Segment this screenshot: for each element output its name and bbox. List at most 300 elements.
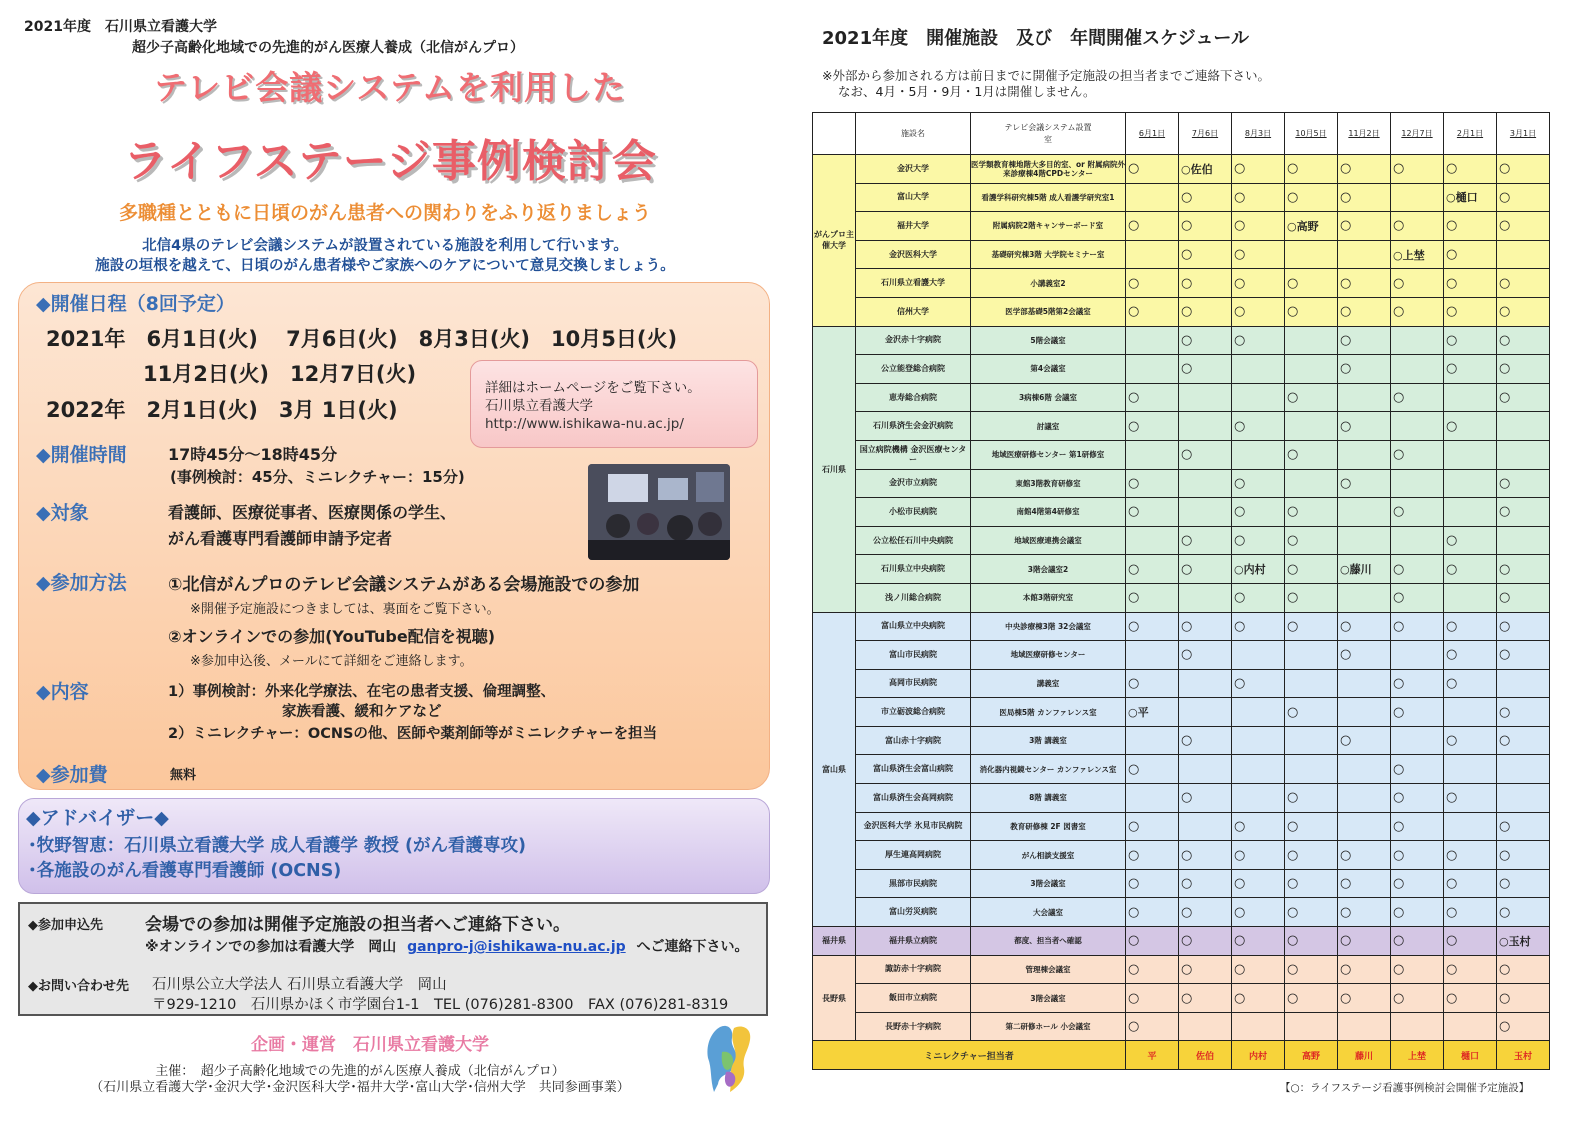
room-name: 討議室 bbox=[971, 412, 1126, 441]
group-label: 石川県 bbox=[813, 326, 856, 612]
room-name: 中央診療棟3階 32会議室 bbox=[971, 612, 1126, 641]
schedule-mark: ○ bbox=[1391, 927, 1444, 956]
schedule-mark: ○ bbox=[1232, 269, 1285, 298]
schedule-mark: ○ bbox=[1444, 641, 1497, 670]
apply-text: 会場での参加は開催予定施設の担当者へご連絡下さい。 bbox=[145, 915, 570, 935]
schedule-row bbox=[813, 440, 1550, 469]
schedule-mark: ○ bbox=[1179, 269, 1232, 298]
schedule-mark: ○ bbox=[1126, 812, 1179, 841]
schedule-mark: ○ bbox=[1285, 955, 1338, 984]
schedule-row bbox=[813, 669, 1550, 698]
schedule-mark: ○ bbox=[1391, 869, 1444, 898]
schedule-mark bbox=[1391, 355, 1444, 384]
schedule-mark: ○ bbox=[1391, 669, 1444, 698]
schedule-mark: ○ bbox=[1179, 612, 1232, 641]
schedule-mark: ○ bbox=[1391, 269, 1444, 298]
schedule-mark: ○ bbox=[1444, 869, 1497, 898]
schedule-mark: ○ bbox=[1338, 355, 1391, 384]
schedule-mark: ○平 bbox=[1126, 698, 1179, 727]
schedule-mark: ○ bbox=[1497, 955, 1550, 984]
schedule-row bbox=[813, 555, 1550, 584]
schedule-mark: ○ bbox=[1497, 183, 1550, 212]
schedule-mark: ○ bbox=[1285, 555, 1338, 584]
schedule-mark bbox=[1179, 1012, 1232, 1041]
room-name: 3階会議室 bbox=[971, 869, 1126, 898]
schedule-mark: ○ bbox=[1444, 240, 1497, 269]
schedule-mark: ○ bbox=[1497, 355, 1550, 384]
schedule-mark: ○ bbox=[1497, 383, 1550, 412]
schedule-row bbox=[813, 784, 1550, 813]
schedule-mark: ○ bbox=[1232, 469, 1285, 498]
schedule-mark: ○ bbox=[1126, 297, 1179, 326]
schedule-mark bbox=[1338, 440, 1391, 469]
lecturer-name: 藤川 bbox=[1338, 1041, 1391, 1070]
apply-online bbox=[145, 936, 749, 956]
content-heading: ◆内容 bbox=[36, 681, 89, 703]
group-label: 富山県 bbox=[813, 612, 856, 927]
schedule-mark: ○ bbox=[1391, 212, 1444, 241]
schedule-mark: ○ bbox=[1444, 155, 1497, 184]
schedule-mark: ○ bbox=[1391, 755, 1444, 784]
schedule-mark: ○ bbox=[1179, 240, 1232, 269]
schedule-mark: ○ bbox=[1126, 927, 1179, 956]
room-name: 8階 講義室 bbox=[971, 784, 1126, 813]
schedule-mark: ○上埜 bbox=[1391, 240, 1444, 269]
content-1: 1）事例検討：外来化学療法、在宅の患者支援、倫理調整、 bbox=[168, 684, 556, 700]
schedule-mark: ○ bbox=[1285, 269, 1338, 298]
group-label: 長野県 bbox=[813, 955, 856, 1041]
header-date: 6月1日 bbox=[1126, 113, 1179, 155]
schedule-mark bbox=[1179, 412, 1232, 441]
advisor-heading: ◆アドバイザー◆ bbox=[26, 807, 169, 829]
room-name: 地域医療研修センター bbox=[971, 641, 1126, 670]
facility-name: 石川県立中央病院 bbox=[856, 555, 971, 584]
schedule-mark: ○ bbox=[1232, 898, 1285, 927]
schedule-mark: ○ bbox=[1126, 955, 1179, 984]
schedule-heading: ◆開催日程（8回予定） bbox=[36, 293, 235, 315]
schedule-mark: ○ bbox=[1497, 469, 1550, 498]
schedule-mark: ○ bbox=[1232, 927, 1285, 956]
schedule-mark: ○ bbox=[1444, 669, 1497, 698]
room-name: 3階会議室 bbox=[971, 984, 1126, 1013]
header-facility: 施設名 bbox=[856, 113, 971, 155]
schedule-mark: ○ bbox=[1232, 498, 1285, 527]
schedule-mark bbox=[1338, 240, 1391, 269]
schedule-mark: ○ bbox=[1232, 583, 1285, 612]
time-note: (事例検討：45分、ミニレクチャー：15分) bbox=[170, 468, 465, 486]
schedule-mark: ○ bbox=[1232, 212, 1285, 241]
facility-name: 富山大学 bbox=[856, 183, 971, 212]
schedule-mark: ○ bbox=[1285, 440, 1338, 469]
schedule-table bbox=[812, 112, 1550, 1070]
schedule-mark: ○ bbox=[1285, 383, 1338, 412]
room-name: 地域医療連携会議室 bbox=[971, 526, 1126, 555]
schedule-mark bbox=[1391, 1012, 1444, 1041]
header-date: 2月1日 bbox=[1444, 113, 1497, 155]
intro-line-1: 北信4県のテレビ会議システムが設置されている施設を利用して行います。 bbox=[142, 238, 628, 254]
schedule-row bbox=[813, 641, 1550, 670]
schedule-row bbox=[813, 297, 1550, 326]
dates-line-1: 2021年 6月1日(火) 7月6日(火) 8月3日(火) 10月5日(火) bbox=[46, 327, 678, 351]
schedule-mark bbox=[1285, 355, 1338, 384]
advisor-2: ･各施設のがん看護専門看護師 (OCNS) bbox=[28, 861, 342, 881]
info-box-university: 石川県立看護大学 bbox=[485, 398, 593, 414]
schedule-mark bbox=[1338, 669, 1391, 698]
schedule-mark bbox=[1444, 1012, 1497, 1041]
schedule-mark: ○ bbox=[1391, 383, 1444, 412]
schedule-mark: ○ bbox=[1179, 841, 1232, 870]
schedule-mark bbox=[1232, 440, 1285, 469]
schedule-legend: 【○：ライフステージ看護事例検討会開催予定施設】 bbox=[1280, 1082, 1530, 1094]
schedule-mark bbox=[1126, 326, 1179, 355]
schedule-mark bbox=[1179, 583, 1232, 612]
schedule-mark: ○ bbox=[1126, 383, 1179, 412]
facility-name: 富山赤十字病院 bbox=[856, 726, 971, 755]
schedule-mark: ○ bbox=[1232, 812, 1285, 841]
schedule-mark: ○ bbox=[1126, 669, 1179, 698]
schedule-row bbox=[813, 583, 1550, 612]
schedule-mark bbox=[1285, 469, 1338, 498]
schedule-mark: ○ bbox=[1444, 326, 1497, 355]
schedule-mark: ○ bbox=[1497, 898, 1550, 927]
schedule-mark: ○ bbox=[1179, 297, 1232, 326]
schedule-mark: ○ bbox=[1232, 326, 1285, 355]
schedule-mark: ○ bbox=[1338, 212, 1391, 241]
fee-heading: ◆参加費 bbox=[36, 764, 108, 786]
schedule-mark: ○ bbox=[1391, 784, 1444, 813]
schedule-mark: ○ bbox=[1232, 183, 1285, 212]
schedule-mark bbox=[1179, 469, 1232, 498]
room-name: 大会議室 bbox=[971, 898, 1126, 927]
schedule-mark bbox=[1232, 383, 1285, 412]
fee-value: 無料 bbox=[170, 768, 197, 783]
method-2: ②オンラインでの参加(YouTube配信を視聴) bbox=[168, 627, 496, 646]
facility-name: 飯田市立病院 bbox=[856, 984, 971, 1013]
schedule-mark: ○ bbox=[1232, 240, 1285, 269]
schedule-mark: ○ bbox=[1444, 355, 1497, 384]
room-name: 講義室 bbox=[971, 669, 1126, 698]
intro-line-2: 施設の垣根を越えて、日頃のがん患者様やご家族へのケアについて意見交換しましょう。 bbox=[95, 258, 675, 274]
schedule-row bbox=[813, 183, 1550, 212]
schedule-mark bbox=[1179, 383, 1232, 412]
homepage-info-box bbox=[470, 360, 758, 448]
room-name: 基礎研究棟3階 大学院セミナー室 bbox=[971, 240, 1126, 269]
schedule-mark: ○ bbox=[1232, 155, 1285, 184]
meeting-photo bbox=[588, 464, 730, 560]
schedule-row bbox=[813, 898, 1550, 927]
header-date: 3月1日 bbox=[1497, 113, 1550, 155]
facility-name: 信州大学 bbox=[856, 297, 971, 326]
facility-name: 厚生連高岡病院 bbox=[856, 841, 971, 870]
schedule-mark: ○ bbox=[1232, 984, 1285, 1013]
facility-name: 福井大学 bbox=[856, 212, 971, 241]
room-name: 第二研修ホール 小会議室 bbox=[971, 1012, 1126, 1041]
schedule-mark bbox=[1391, 726, 1444, 755]
sponsor-line-1: 主催： 超少子高齢化地域での先進的がん医療人養成（北信がんプロ） bbox=[155, 1064, 565, 1079]
room-name: 東館3階教育研修室 bbox=[971, 469, 1126, 498]
facility-name: 石川県済生会金沢病院 bbox=[856, 412, 971, 441]
schedule-mark bbox=[1179, 812, 1232, 841]
schedule-mark: ○ bbox=[1391, 297, 1444, 326]
lecturer-label: ミニレクチャー担当者 bbox=[813, 1041, 1126, 1070]
schedule-mark: ○藤川 bbox=[1338, 555, 1391, 584]
schedule-mark bbox=[1179, 755, 1232, 784]
schedule-mark: ○ bbox=[1232, 612, 1285, 641]
schedule-mark bbox=[1285, 669, 1338, 698]
facility-name: 金沢医科大学 氷見市民病院 bbox=[856, 812, 971, 841]
target-line-1: 看護師、医療従事者、医療関係の学生、 bbox=[168, 503, 457, 522]
schedule-mark: ○ bbox=[1338, 269, 1391, 298]
header-room: テレビ会議システム設置室 bbox=[971, 113, 1126, 155]
schedule-mark bbox=[1285, 641, 1338, 670]
header-date: 12月7日 bbox=[1391, 113, 1444, 155]
schedule-mark: ○ bbox=[1444, 927, 1497, 956]
schedule-mark bbox=[1444, 583, 1497, 612]
schedule-mark bbox=[1338, 812, 1391, 841]
schedule-mark: ○ bbox=[1444, 297, 1497, 326]
facility-name: 富山県立中央病院 bbox=[856, 612, 971, 641]
schedule-mark: ○ bbox=[1444, 898, 1497, 927]
title-line-1: テレビ会議システムを利用した bbox=[153, 68, 627, 107]
schedule-mark: ○ bbox=[1338, 984, 1391, 1013]
content-2: 2）ミニレクチャー：OCNSの他、医師や薬剤師等がミニレクチャーを担当 bbox=[168, 726, 658, 742]
schedule-mark bbox=[1391, 526, 1444, 555]
schedule-mark: ○ bbox=[1444, 412, 1497, 441]
schedule-mark bbox=[1338, 498, 1391, 527]
schedule-mark: ○ bbox=[1444, 784, 1497, 813]
lecturer-name: 上埜 bbox=[1391, 1041, 1444, 1070]
schedule-mark: ○ bbox=[1444, 555, 1497, 584]
homepage-link[interactable]: http://www.ishikawa-nu.ac.jp/ bbox=[485, 416, 684, 432]
schedule-row bbox=[813, 240, 1550, 269]
schedule-mark bbox=[1126, 784, 1179, 813]
schedule-mark: ○ bbox=[1497, 583, 1550, 612]
schedule-row bbox=[813, 841, 1550, 870]
schedule-mark: ○ bbox=[1444, 841, 1497, 870]
schedule-mark: ○ bbox=[1285, 812, 1338, 841]
schedule-mark bbox=[1444, 469, 1497, 498]
schedule-mark: ○ bbox=[1285, 155, 1338, 184]
schedule-mark: ○佐伯 bbox=[1179, 155, 1232, 184]
room-name: 管理棟会議室 bbox=[971, 955, 1126, 984]
schedule-mark bbox=[1338, 526, 1391, 555]
schedule-mark: ○ bbox=[1285, 984, 1338, 1013]
apply-online-end: へご連絡下さい。 bbox=[636, 939, 749, 955]
schedule-mark bbox=[1285, 240, 1338, 269]
organizer: 企画・運営 石川県立看護大学 bbox=[251, 1035, 489, 1055]
schedule-mark: ○ bbox=[1444, 526, 1497, 555]
lecturer-name: 高野 bbox=[1285, 1041, 1338, 1070]
schedule-row bbox=[813, 269, 1550, 298]
schedule-mark bbox=[1497, 784, 1550, 813]
room-name: 地域医療研修センター 第1研修室 bbox=[971, 440, 1126, 469]
schedule-mark bbox=[1179, 498, 1232, 527]
schedule-mark: ○ bbox=[1497, 984, 1550, 1013]
schedule-mark: ○ bbox=[1179, 784, 1232, 813]
schedule-mark: ○ bbox=[1285, 498, 1338, 527]
room-name: 第4会議室 bbox=[971, 355, 1126, 384]
schedule-mark: ○ bbox=[1126, 841, 1179, 870]
facility-name: 公立松任石川中央病院 bbox=[856, 526, 971, 555]
schedule-mark: ○ bbox=[1391, 898, 1444, 927]
schedule-mark: ○ bbox=[1338, 927, 1391, 956]
schedule-mark: ○ bbox=[1338, 297, 1391, 326]
schedule-mark: ○ bbox=[1391, 984, 1444, 1013]
facility-name: 富山市民病院 bbox=[856, 641, 971, 670]
facility-name: 公立能登総合病院 bbox=[856, 355, 971, 384]
schedule-mark: ○ bbox=[1285, 297, 1338, 326]
schedule-row bbox=[813, 383, 1550, 412]
schedule-mark: ○ bbox=[1232, 297, 1285, 326]
room-name: 医学部基礎5階第2会議室 bbox=[971, 297, 1126, 326]
schedule-row bbox=[813, 955, 1550, 984]
facility-name: 福井県立病院 bbox=[856, 927, 971, 956]
schedule-mark: ○ bbox=[1338, 326, 1391, 355]
lecturer-name: 玉村 bbox=[1497, 1041, 1550, 1070]
schedule-mark bbox=[1285, 1012, 1338, 1041]
schedule-mark: ○ bbox=[1285, 612, 1338, 641]
facility-name: 富山県済生会高岡病院 bbox=[856, 784, 971, 813]
schedule-mark bbox=[1232, 726, 1285, 755]
schedule-mark: ○ bbox=[1126, 555, 1179, 584]
schedule-mark: ○ bbox=[1391, 698, 1444, 727]
schedule-mark bbox=[1497, 440, 1550, 469]
schedule-row bbox=[813, 1012, 1550, 1041]
room-name: 本館3階研究室 bbox=[971, 583, 1126, 612]
schedule-row bbox=[813, 355, 1550, 384]
facility-name: 石川県立看護大学 bbox=[856, 269, 971, 298]
facility-name: 諏訪赤十字病院 bbox=[856, 955, 971, 984]
facility-name: 金沢赤十字病院 bbox=[856, 326, 971, 355]
schedule-mark: ○高野 bbox=[1285, 212, 1338, 241]
group-label: 福井県 bbox=[813, 927, 856, 956]
schedule-row bbox=[813, 698, 1550, 727]
schedule-mark: ○ bbox=[1179, 927, 1232, 956]
schedule-row bbox=[813, 984, 1550, 1013]
schedule-mark bbox=[1338, 698, 1391, 727]
schedule-mark: ○ bbox=[1179, 869, 1232, 898]
schedule-mark: ○ bbox=[1497, 212, 1550, 241]
main-title: ライフステージ事例検討会 bbox=[123, 136, 657, 187]
facility-name: 恵寿総合病院 bbox=[856, 383, 971, 412]
schedule-mark: ○ bbox=[1338, 469, 1391, 498]
schedule-mark bbox=[1444, 440, 1497, 469]
schedule-mark: ○ bbox=[1179, 440, 1232, 469]
sponsor-line-2: （石川県立看護大学･金沢大学･金沢医科大学･福井大学･富山大学･信州大学 共同参画事業） bbox=[90, 1080, 630, 1095]
schedule-row bbox=[813, 869, 1550, 898]
schedule-mark bbox=[1497, 412, 1550, 441]
schedule-mark: ○ bbox=[1179, 984, 1232, 1013]
schedule-mark bbox=[1444, 755, 1497, 784]
schedule-mark bbox=[1444, 383, 1497, 412]
schedule-mark: ○ bbox=[1179, 955, 1232, 984]
apply-email-link[interactable]: ganpro-j@ishikawa-nu.ac.jp bbox=[407, 939, 626, 955]
schedule-mark: ○ bbox=[1391, 555, 1444, 584]
method-1: ①北信がんプロのテレビ会議システムがある会場施設での参加 bbox=[168, 575, 640, 595]
dates-line-2: 11月2日(火) 12月7日(火) bbox=[143, 362, 417, 386]
room-name: がん相談支援室 bbox=[971, 841, 1126, 870]
schedule-mark: ○ bbox=[1391, 155, 1444, 184]
room-name: 3病棟6階 会議室 bbox=[971, 383, 1126, 412]
schedule-row bbox=[813, 726, 1550, 755]
facility-name: 金沢市立病院 bbox=[856, 469, 971, 498]
schedule-mark: ○ bbox=[1444, 212, 1497, 241]
schedule-mark: ○ bbox=[1126, 212, 1179, 241]
schedule-mark: ○ bbox=[1126, 469, 1179, 498]
schedule-mark: ○ bbox=[1285, 898, 1338, 927]
advisor-1: ･牧野智恵：石川県立看護大学 成人看護学 教授 (がん看護専攻) bbox=[28, 836, 527, 856]
schedule-mark: ○ bbox=[1497, 698, 1550, 727]
schedule-mark: ○ bbox=[1391, 812, 1444, 841]
schedule-mark bbox=[1444, 812, 1497, 841]
schedule-row bbox=[813, 755, 1550, 784]
schedule-mark bbox=[1232, 755, 1285, 784]
schedule-mark bbox=[1444, 698, 1497, 727]
schedule-mark bbox=[1126, 355, 1179, 384]
schedule-mark bbox=[1232, 355, 1285, 384]
contact-line-2: 〒929-1210 石川県かほく市学園台1-1 TEL (076)281-8300 FAX (076)281-8319 bbox=[152, 997, 729, 1013]
schedule-mark: ○ bbox=[1391, 612, 1444, 641]
schedule-row bbox=[813, 412, 1550, 441]
schedule-mark: ○ bbox=[1232, 526, 1285, 555]
schedule-mark bbox=[1285, 412, 1338, 441]
schedule-mark bbox=[1444, 498, 1497, 527]
method-2-note: ※参加申込後、メールにて詳細をご連絡します。 bbox=[190, 654, 473, 669]
subtitle: 多職種とともに日頃のがん患者への関わりをふり返りましょう bbox=[118, 202, 651, 224]
header-date: 10月5日 bbox=[1285, 113, 1338, 155]
schedule-mark bbox=[1338, 784, 1391, 813]
schedule-mark: ○ bbox=[1232, 955, 1285, 984]
schedule-mark bbox=[1391, 469, 1444, 498]
schedule-mark: ○ bbox=[1391, 583, 1444, 612]
room-name: 都度、担当者へ確認 bbox=[971, 927, 1126, 956]
schedule-mark bbox=[1126, 183, 1179, 212]
room-name: 5階会議室 bbox=[971, 326, 1126, 355]
schedule-mark bbox=[1338, 383, 1391, 412]
schedule-mark: ○ bbox=[1497, 269, 1550, 298]
lecturer-name: 樋口 bbox=[1444, 1041, 1497, 1070]
time-value: 17時45分～18時45分 bbox=[168, 445, 338, 464]
schedule-mark: ○ bbox=[1391, 955, 1444, 984]
header-blank bbox=[813, 113, 856, 155]
apply-label: ◆参加申込先 bbox=[28, 918, 103, 933]
schedule-mark bbox=[1232, 1012, 1285, 1041]
schedule-mark: ○ bbox=[1497, 555, 1550, 584]
schedule-mark: ○ bbox=[1232, 412, 1285, 441]
facility-name: 金沢大学 bbox=[856, 155, 971, 184]
room-name: 医局棟5階 カンファレンス室 bbox=[971, 698, 1126, 727]
schedule-mark: ○ bbox=[1285, 583, 1338, 612]
schedule-mark: ○ bbox=[1338, 841, 1391, 870]
schedule-mark bbox=[1126, 526, 1179, 555]
facility-name: 長野赤十字病院 bbox=[856, 1012, 971, 1041]
contact-line-1: 石川県公立大学法人 石川県立看護大学 岡山 bbox=[152, 977, 447, 993]
schedule-mark: ○ bbox=[1497, 297, 1550, 326]
header-line-1: 2021年度 石川県立看護大学 bbox=[24, 19, 217, 35]
schedule-mark bbox=[1338, 755, 1391, 784]
schedule-mark: ○ bbox=[1444, 612, 1497, 641]
schedule-mark: ○ bbox=[1444, 955, 1497, 984]
schedule-mark: ○ bbox=[1444, 726, 1497, 755]
time-heading: ◆開催時間 bbox=[36, 444, 127, 466]
schedule-mark bbox=[1497, 669, 1550, 698]
facility-name: 高岡市民病院 bbox=[856, 669, 971, 698]
schedule-mark: ○ bbox=[1126, 269, 1179, 298]
header-date: 7月6日 bbox=[1179, 113, 1232, 155]
schedule-mark: ○ bbox=[1497, 326, 1550, 355]
schedule-mark: ○ bbox=[1497, 612, 1550, 641]
facility-name: 小松市民病院 bbox=[856, 498, 971, 527]
